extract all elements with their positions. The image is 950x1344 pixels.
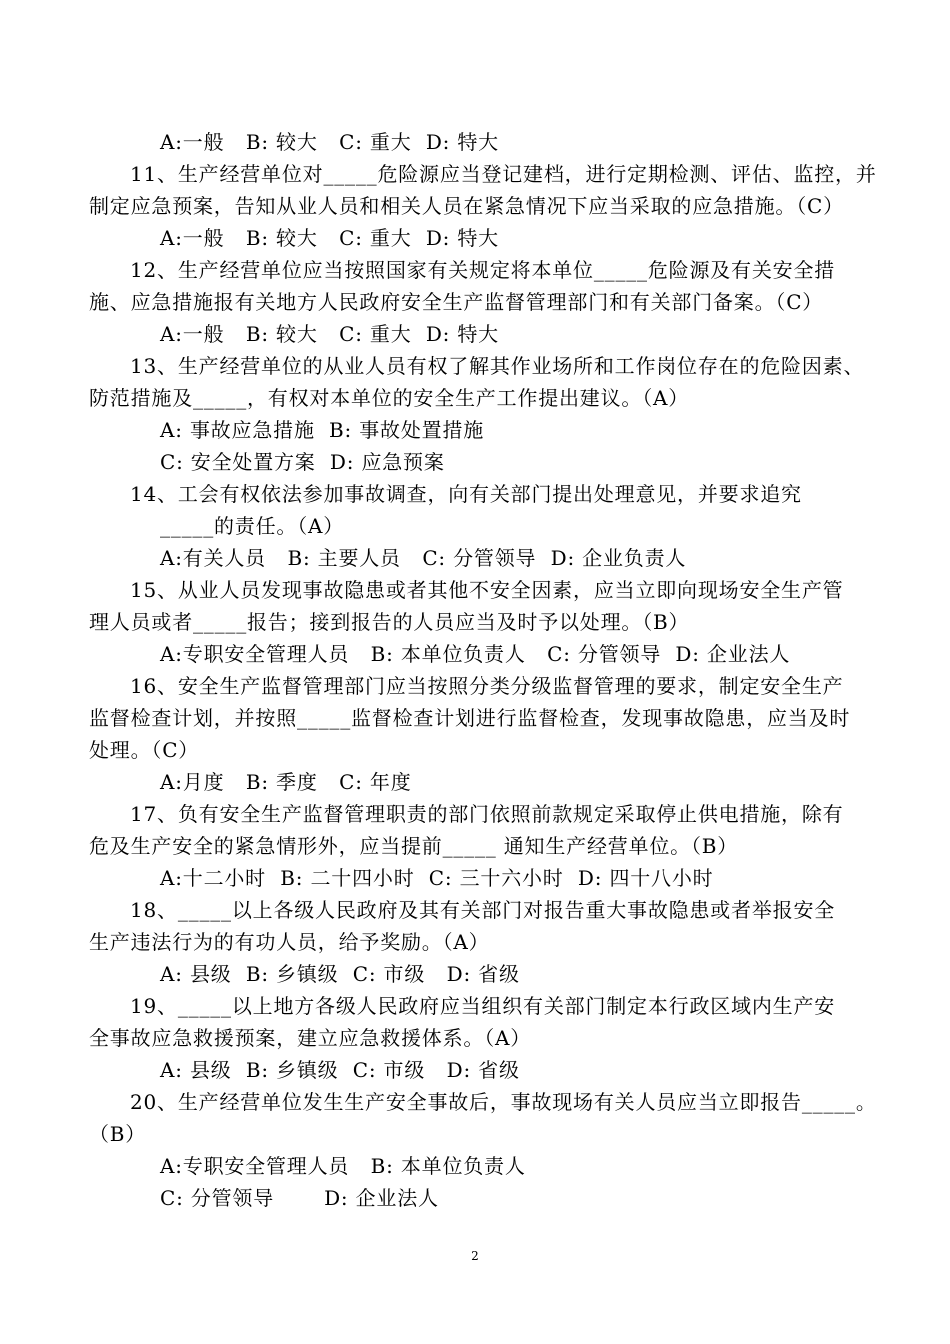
question-11-continued: 制定应急预案，告知从业人员和相关人员在紧急情况下应当采取的应急措施。（C） bbox=[89, 194, 844, 218]
options-q10: A:一般 B: 较大 C: 重大 D: 特大 bbox=[160, 130, 499, 154]
question-19-continued: 全事故应急救援预案，建立应急救援体系。（A） bbox=[89, 1026, 532, 1050]
question-16-continued-2: 处理。（C） bbox=[89, 738, 200, 762]
options-q16: A:月度 B: 季度 C: 年度 bbox=[160, 770, 412, 794]
question-11: 11、生产经营单位对_____危险源应当登记建档，进行定期检测、评估、监控，并 bbox=[130, 162, 877, 186]
options-q18: A: 县级 B: 乡镇级 C: 市级 D: 省级 bbox=[160, 962, 520, 986]
question-15-continued: 理人员或者_____报告；接到报告的人员应当及时予以处理。（B） bbox=[89, 610, 690, 634]
options-q12: A:一般 B: 较大 C: 重大 D: 特大 bbox=[160, 322, 499, 346]
options-q14: A:有关人员 B: 主要人员 C: 分管领导 D: 企业负责人 bbox=[160, 546, 687, 570]
question-17: 17、负有安全生产监督管理职责的部门依照前款规定采取停止供电措施，除有 bbox=[130, 802, 844, 826]
options-q20-row1: A:专职安全管理人员 B: 本单位负责人 bbox=[160, 1154, 526, 1178]
options-q17: A:十二小时 B: 二十四小时 C: 三十六小时 D: 四十八小时 bbox=[160, 866, 714, 890]
options-q15: A:专职安全管理人员 B: 本单位负责人 C: 分管领导 D: 企业法人 bbox=[160, 642, 791, 666]
question-13: 13、生产经营单位的从业人员有权了解其作业场所和工作岗位存在的危险因素、 bbox=[130, 354, 865, 378]
question-20: 20、生产经营单位发生生产安全事故后，事故现场有关人员应当立即报告_____。 bbox=[130, 1090, 877, 1114]
question-18-continued: 生产违法行为的有功人员，给予奖励。（A） bbox=[89, 930, 490, 954]
page-number: 2 bbox=[471, 1249, 479, 1263]
question-14: 14、工会有权依法参加事故调查，向有关部门提出处理意见，并要求追究 bbox=[130, 482, 802, 506]
question-13-continued: 防范措施及_____，有权对本单位的安全生产工作提出建议。（A） bbox=[89, 386, 690, 410]
question-19: 19、_____以上地方各级人民政府应当组织有关部门制定本行政区域内生产安 bbox=[130, 994, 836, 1018]
question-17-continued: 危及生产安全的紧急情形外，应当提前_____ 通知生产经营单位。（B） bbox=[89, 834, 739, 858]
options-q13-row2: C: 安全处置方案 D: 应急预案 bbox=[160, 450, 445, 474]
question-14-continued: _____的责任。（A） bbox=[160, 514, 345, 538]
question-18: 18、_____以上各级人民政府及其有关部门对报告重大事故隐患或者举报安全 bbox=[130, 898, 836, 922]
options-q19: A: 县级 B: 乡镇级 C: 市级 D: 省级 bbox=[160, 1058, 520, 1082]
options-q20-row2: C: 分管领导 D: 企业法人 bbox=[160, 1186, 439, 1210]
question-12-continued: 施、应急措施报有关地方人民政府安全生产监督管理部门和有关部门备案。（C） bbox=[89, 290, 824, 314]
question-15: 15、从业人员发现事故隐患或者其他不安全因素，应当立即向现场安全生产管 bbox=[130, 578, 844, 602]
options-q13-row1: A: 事故应急措施 B: 事故处置措施 bbox=[160, 418, 485, 442]
options-q11: A:一般 B: 较大 C: 重大 D: 特大 bbox=[160, 226, 499, 250]
question-12: 12、生产经营单位应当按照国家有关规定将本单位_____危险源及有关安全措 bbox=[130, 258, 836, 282]
question-16: 16、安全生产监督管理部门应当按照分类分级监督管理的要求，制定安全生产 bbox=[130, 674, 844, 698]
question-16-continued: 监督检查计划，并按照_____监督检查计划进行监督检查，发现事故隐患，应当及时 bbox=[89, 706, 851, 730]
question-20-continued: （B） bbox=[89, 1122, 147, 1146]
